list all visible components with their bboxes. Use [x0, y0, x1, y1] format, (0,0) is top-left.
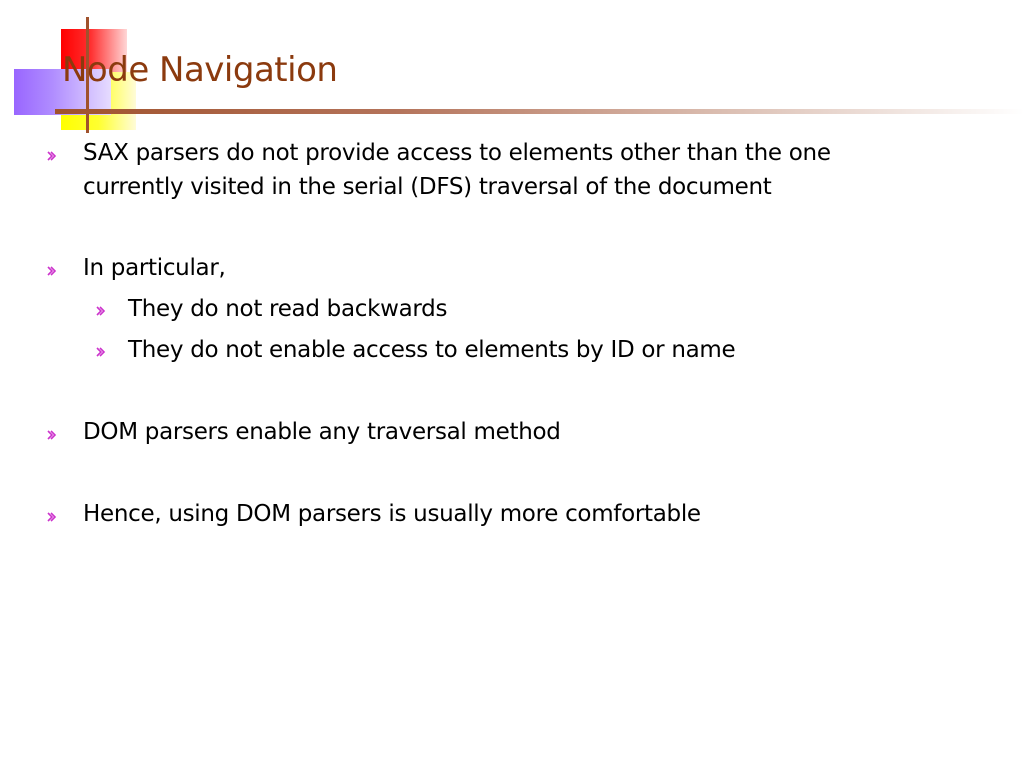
bullet-text: SAX parsers do not provide access to elements other than the one [83, 140, 831, 166]
bullet-text: They do not read backwards [128, 296, 448, 322]
bullet-text: In particular, [83, 255, 226, 281]
title-underline-rule [55, 109, 1024, 114]
chevron-right-icon [47, 512, 57, 522]
chevron-right-icon [96, 306, 106, 316]
bullet-text: currently visited in the serial (DFS) traversal of the document [83, 174, 772, 200]
slide-title: Node Navigation [62, 50, 338, 90]
bullet-text: They do not enable access to elements by ID or name [128, 337, 736, 363]
chevron-right-icon [96, 347, 106, 357]
bullet-text: Hence, using DOM parsers is usually more comfortable [83, 501, 701, 527]
chevron-right-icon [47, 266, 57, 276]
bullet-text: DOM parsers enable any traversal method [83, 419, 561, 445]
chevron-right-icon [47, 430, 57, 440]
chevron-right-icon [47, 151, 57, 161]
